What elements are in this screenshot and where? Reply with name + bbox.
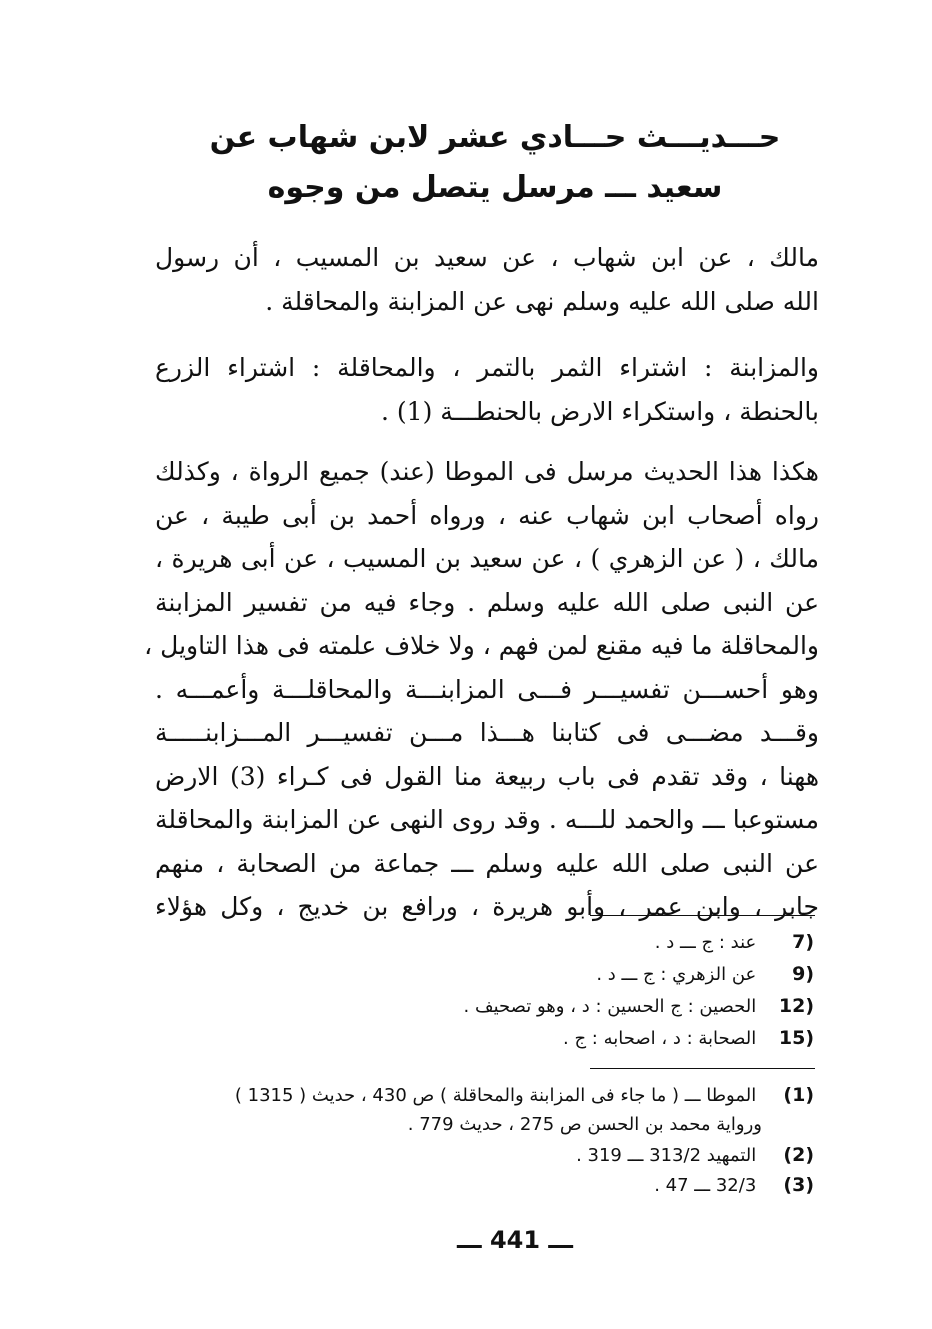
footnote-text: الموطا ـــ ( ما جاء فى المزابنة والمحاقلة ) ص 430 ، حديث ( 1315 ) — [234, 1085, 757, 1106]
footnote-text: التمهيد 313/2 ـــ 319 . — [576, 1145, 757, 1166]
text-line: الله صلى الله عليه وسلم نهى عن المزابنة والمحاقلة . — [265, 286, 819, 316]
text-line: مالك ، ( عن الزهري ) ، عن سعيد بن المسيب ، عن أبى هريرة ، — [155, 544, 819, 573]
text-line: مالك ، عن ابن شهاب ، عن سعيد بن المسيب ، أن رسول — [155, 243, 819, 272]
text-line: رواه أصحاب ابن شهاب عنه ، ورواه أحمد بن أبى طيبة ، عن — [155, 500, 819, 530]
footnote — [134, 1080, 814, 1110]
chapter-title-line-1: حـــديـــث حـــادي عشر لابن شهاب عن — [209, 120, 781, 155]
footnote-continuation: ورواية محمد بن الحسن ص 275 ، حديث 779 . — [407, 1114, 762, 1135]
variant-note — [134, 926, 814, 958]
variant-notes — [134, 926, 814, 1054]
footnote-number: (3) — [783, 1174, 814, 1196]
paragraph-1 — [155, 236, 819, 323]
note-number: (9 — [792, 963, 814, 985]
divider-rule — [590, 915, 815, 916]
text-line: والمزابنة : اشتراء الثمر بالتمر ، والمحاقلة : اشتراء الزرع — [155, 353, 819, 382]
note-number: (12 — [778, 995, 814, 1017]
paragraph-2 — [155, 346, 819, 433]
footnote-text: 32/3 ـــ 47 . — [654, 1175, 757, 1196]
note-number: (7 — [792, 931, 814, 953]
footnote — [134, 1140, 814, 1170]
chapter-title-line-2: سعيد ـــ مرسل يتصل من وجوه — [267, 170, 723, 205]
variant-note — [134, 1022, 814, 1054]
text-line: وقـــد مضـــى فى كتابنا هـــذا مـــن تفسيـــر المـــزابنـــــة — [155, 718, 819, 747]
text-line: عن النبى صلى الله عليه وسلم ـــ جماعة من الصحابة ، منهم — [155, 848, 819, 878]
note-text: عن الزهري : ج ـــ د . — [596, 964, 757, 985]
footnote-number: (1) — [783, 1084, 814, 1106]
note-text: عند : ج ـــ د . — [654, 932, 757, 953]
note-text: الحصين : ج الحسين : د ، وهو تصحيف . — [463, 996, 757, 1017]
variant-note — [134, 958, 814, 990]
variant-note — [134, 990, 814, 1022]
divider-rule — [590, 1068, 815, 1069]
text-line: جابر ، وابن عمر ، وأبو هريرة ، ورافع بن خديج ، وكل هؤلاء — [155, 892, 819, 921]
paragraph-3 — [144, 450, 819, 929]
text-line: عن النبى صلى الله عليه وسلم . وجاء فيه من تفسير المزابنة — [155, 587, 819, 617]
text-line: مستوعبا ـــ والحمد للـــه . وقد روى النهى عن المزابنة والمحاقلة — [155, 805, 819, 834]
page-number: ـــ 441 ـــ — [456, 1226, 574, 1254]
text-line: ههنا ، وقد تقدم فى باب ربيعة منا القول فى كـراء (3) الارض — [155, 761, 819, 791]
note-number: (15 — [778, 1027, 814, 1049]
footnote — [134, 1170, 814, 1200]
text-line: هكذا هذا الحديث مرسل فى الموطا (عند) جميع الرواة ، وكذلك — [155, 457, 819, 486]
note-text: الصحابة : د ، اصحابه : ج . — [563, 1028, 757, 1049]
text-line: والمحاقلة ما فيه مقنع لمن فهم ، ولا خلاف علمته فى هذا التاويل ، — [144, 631, 819, 660]
footnote-number: (2) — [783, 1144, 814, 1166]
text-line: بالحنطة ، واستكراء الارض بالحنطـــة (1) . — [381, 396, 819, 426]
footnotes — [134, 1080, 814, 1200]
text-line: وهو أحســـن تفسيـــر فـــى المزابنـــة والمحاقلـــة وأعمـــه . — [155, 674, 819, 704]
